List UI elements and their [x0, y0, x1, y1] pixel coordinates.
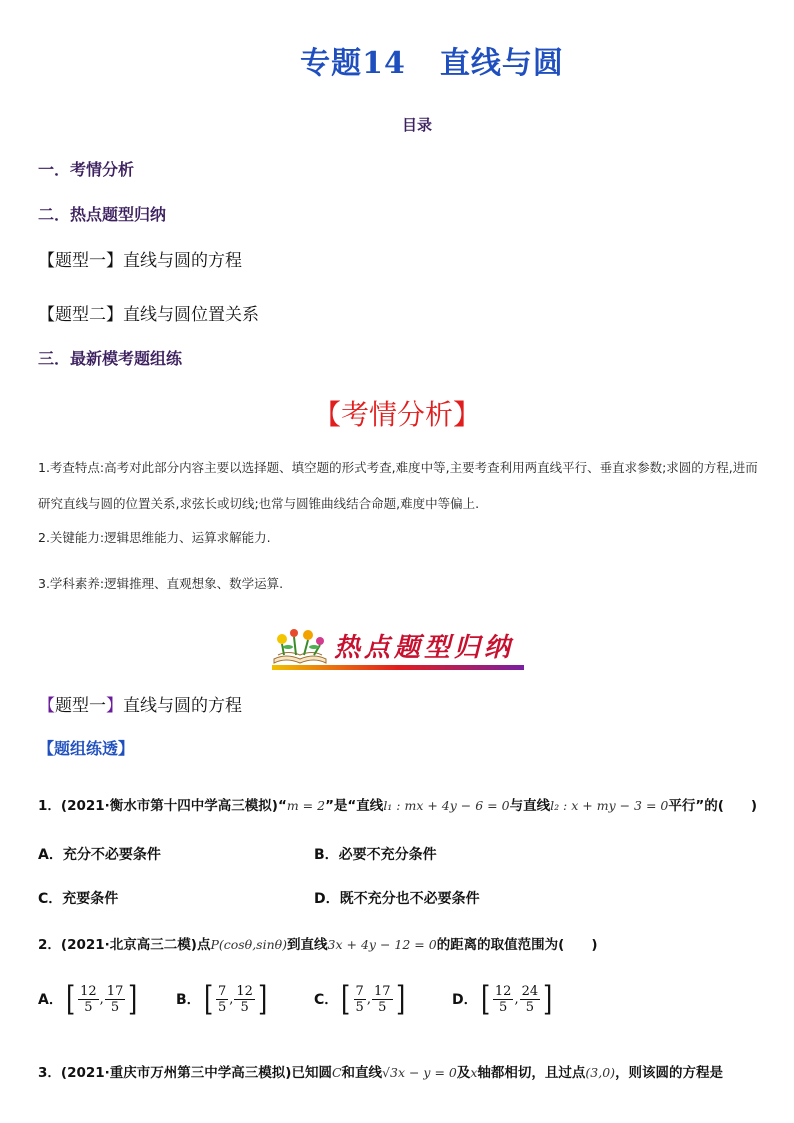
q3-text-5: ，则该圆的方程是 — [615, 1065, 724, 1081]
q1-option-a[interactable] — [38, 844, 161, 864]
q3-source: (2021·重庆市万州第三中学高三模拟) — [60, 1065, 292, 1081]
type1-left-bracket: 【 — [38, 696, 55, 716]
analysis-paragraph-2: 2.关键能力:逻辑思维能力、运算求解能力. — [38, 530, 271, 545]
q2-d-low-num: 12 — [494, 983, 512, 999]
q3-math-4: (3,0) — [585, 1065, 616, 1080]
q2-d-low-den: 5 — [499, 999, 508, 1015]
q2-d-high-num: 24 — [521, 983, 539, 999]
q1-option-c[interactable] — [38, 888, 118, 908]
q2-b-low-num: 7 — [217, 983, 227, 999]
q2-math-1: P(cosθ,sinθ) — [210, 937, 288, 952]
q2-source: (2021·北京高三二模) — [60, 937, 197, 953]
q1-option-a-key: A． — [38, 847, 63, 863]
q2-option-b-interval: [ $\frac{7}{5}$ , $\frac{12}{5}$ ] — [203, 979, 268, 1019]
q2-option-d[interactable] — [452, 979, 555, 1019]
q2-option-c-key: C． — [314, 992, 339, 1008]
q1-option-c-text: 充要条件 — [62, 891, 119, 907]
q1-text-3: 与直线 — [509, 798, 551, 814]
q2-d-high-den: 5 — [525, 999, 534, 1015]
q2-option-b-key: B． — [176, 992, 201, 1008]
q3-math-3: x — [470, 1065, 478, 1080]
q2-a-high-num: 17 — [106, 983, 124, 999]
q1-option-c-key: C． — [38, 891, 63, 907]
q2-c-low-num: 7 — [355, 983, 364, 999]
question-1 — [38, 794, 757, 814]
toc-heading: 目录 — [401, 116, 432, 134]
q2-b-low-den: 5 — [217, 999, 227, 1015]
q1-option-b-text: 必要不充分条件 — [338, 847, 437, 863]
type1-right-bracket: 】 — [106, 696, 123, 716]
q2-option-a-key: A． — [38, 992, 63, 1008]
q2-option-a[interactable] — [38, 979, 141, 1019]
title-sub: 直线与圆 — [439, 46, 564, 81]
toc-item-type1[interactable]: 【题型一】直线与圆的方程 — [38, 251, 242, 271]
q1-option-d[interactable] — [314, 888, 480, 908]
open-book-flowers-icon — [268, 625, 332, 667]
q2-option-c[interactable] — [314, 979, 408, 1019]
q1-source: (2021·衡水市第十四中学高三模拟) — [60, 798, 278, 814]
question-2 — [38, 933, 598, 953]
hot-topics-underline — [272, 665, 524, 670]
q2-c-high-num: 17 — [373, 983, 391, 999]
hot-topics-banner — [268, 625, 528, 675]
q3-text-1: 已知圆 — [291, 1065, 332, 1081]
q1-option-b-key: B． — [314, 847, 339, 863]
q1-text-2: ”是“直线 — [325, 798, 384, 814]
type1-label: 题型一 — [55, 696, 106, 716]
title-main: 专题14 — [300, 46, 406, 81]
question-3 — [38, 1061, 723, 1081]
q1-text-4: 平行”的( ) — [668, 798, 758, 814]
q3-text-2: 和直线 — [341, 1065, 383, 1081]
q1-math-3: l₂ : x + my − 3 = 0 — [550, 798, 669, 813]
q2-option-c-interval: [ $\frac{7}{5}$ , $\frac{17}{5}$ ] — [341, 979, 405, 1019]
q1-number: 1． — [38, 798, 61, 814]
q2-text-3: 的距离的取值范围为( ) — [436, 937, 598, 953]
page-title — [0, 38, 794, 82]
q2-c-low-den: 5 — [355, 999, 364, 1015]
q2-option-a-interval: [ $\frac{12}{5}$ , $\frac{17}{5}$ ] — [65, 979, 138, 1019]
q2-option-d-key: D． — [452, 992, 478, 1008]
q2-b-high-den: 5 — [240, 999, 249, 1015]
analysis-banner: 【考情分析】 — [312, 398, 481, 431]
type1-heading — [38, 691, 242, 716]
q2-a-low-num: 12 — [80, 983, 97, 999]
q2-option-b[interactable] — [176, 979, 270, 1019]
q2-a-high-den: 5 — [110, 999, 120, 1015]
q1-math-2: l₁ : mx + 4y − 6 = 0 — [383, 798, 510, 813]
toc-item-type2[interactable]: 【题型二】直线与圆位置关系 — [38, 305, 259, 325]
toc-item-latest[interactable]: 三．最新模考题组练 — [38, 349, 183, 368]
q2-math-2: 3x + 4y − 12 = 0 — [327, 937, 437, 952]
analysis-paragraph-1: 1.考查特点:高考对此部分内容主要以选择题、填空题的形式考查,难度中等,主要考查利用两直线平行、垂直求参数;求圆的方程,进而研究直线与圆的位置关系,求弦长或切线;也常与圆锥曲线结合命题,难度中等偏上. — [38, 460, 758, 511]
type1-text: 直线与圆的方程 — [123, 696, 242, 716]
toc-item-analysis[interactable]: 一．考情分析 — [38, 160, 135, 179]
q3-text-4: 轴都相切，且过点 — [477, 1065, 586, 1081]
q2-text-1: 点 — [196, 937, 211, 953]
q3-number: 3． — [38, 1065, 61, 1081]
analysis-paragraph-3: 3.学科素养:逻辑推理、直观想象、数学运算. — [38, 576, 284, 591]
q3-math-2: √3x − y = 0 — [382, 1065, 457, 1080]
q1-option-d-text: 既不充分也不必要条件 — [339, 891, 480, 907]
q1-text-1: “ — [277, 798, 287, 814]
toc-item-hot-types[interactable]: 二．热点题型归纳 — [38, 205, 167, 224]
q1-option-a-text: 充分不必要条件 — [62, 847, 161, 863]
hot-topics-title: 热点题型归纳 — [334, 633, 515, 663]
q2-text-2: 到直线 — [287, 937, 328, 953]
q2-number: 2． — [38, 937, 61, 953]
q2-option-d-interval: [ $\frac{12}{5}$ , $\frac{24}{5}$ ] — [480, 979, 553, 1019]
q2-c-high-den: 5 — [378, 999, 387, 1015]
q3-math-1: C — [331, 1065, 342, 1080]
q1-option-d-key: D． — [314, 891, 340, 907]
q2-a-low-den: 5 — [84, 999, 93, 1015]
q1-option-b[interactable] — [314, 844, 437, 864]
q2-b-high-num: 12 — [236, 983, 253, 999]
q1-math-1: m = 2 — [286, 798, 326, 813]
q3-text-3: 及 — [456, 1065, 471, 1081]
group-practice-heading: 【题组练透】 — [38, 739, 135, 758]
